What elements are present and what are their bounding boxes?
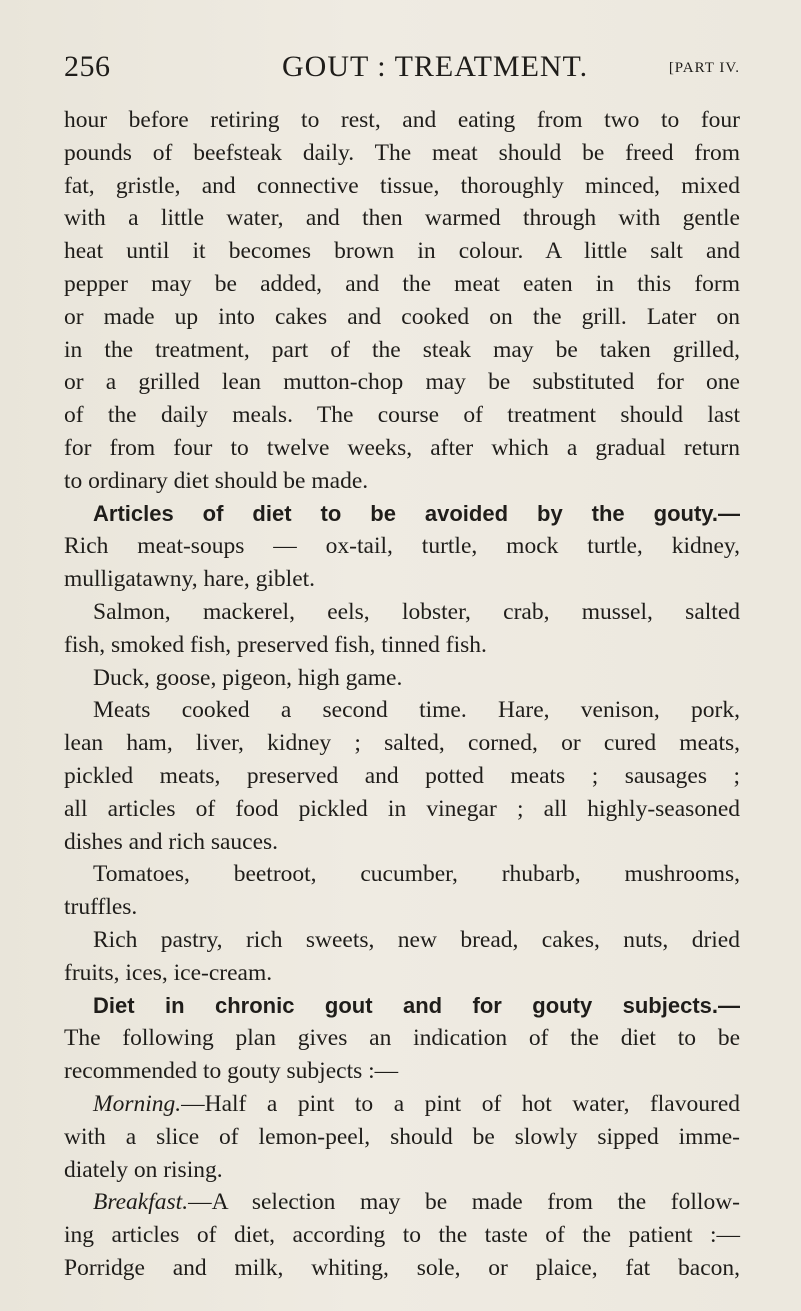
part-label: [PART IV.	[668, 60, 740, 76]
morning-text: —Half a pint to a pint of hot water, flavoured	[181, 1090, 740, 1117]
text-line: in the treatment, part of the steak may be taken grilled,	[64, 336, 740, 363]
text-line: heat until it becomes brown in colour. A little salt and	[64, 238, 740, 265]
text-line: pepper may be added, and the meat eaten in this form	[64, 270, 740, 297]
text-line: or a grilled lean mutton-chop may be substituted for one	[64, 369, 740, 396]
text-line: The following plan gives an indication of the diet to be	[64, 1025, 740, 1052]
text-line: diately on rising.	[64, 1156, 223, 1183]
text-line: recommended to gouty subjects :—	[64, 1058, 399, 1085]
text-line: all articles of food pickled in vinegar ; all highly-seasoned	[64, 795, 740, 822]
text-line: Salmon, mackerel, eels, lobster, crab, mussel, salted	[93, 598, 740, 625]
text-line: truffles.	[64, 894, 138, 921]
section-heading-avoided	[64, 498, 740, 531]
text-line: to ordinary diet should be made.	[64, 467, 369, 494]
breakfast-label: Breakfast.	[93, 1189, 189, 1216]
text-line: pounds of beefsteak daily. The meat should be freed from	[64, 139, 740, 166]
text-line: of the daily meals. The course of treatment should last	[64, 402, 740, 429]
morning-label: Morning.	[93, 1090, 182, 1117]
text-line: pickled meats, preserved and potted meats ; sausages ;	[64, 762, 740, 789]
text-line: dishes and rich sauces.	[64, 828, 279, 855]
text-line: Rich meat-soups — ox-tail, turtle, mock turtle, kidney,	[64, 533, 740, 560]
text-line: mulligatawny, hare, giblet.	[64, 566, 316, 593]
text-line: fat, gristle, and connective tissue, thoroughly minced, mixed	[64, 172, 740, 199]
body-text	[64, 104, 740, 1285]
breakfast-text: —A selection may be made from the follow-	[188, 1189, 740, 1216]
running-title: GOUT : TREATMENT.	[282, 50, 589, 83]
text-line: fish, smoked fish, preserved fish, tinned fish.	[64, 631, 487, 658]
text-line: fruits, ices, ice-cream.	[64, 959, 273, 986]
text-line: with a slice of lemon-peel, should be slowly sipped imme-	[64, 1123, 740, 1150]
text-line	[64, 1186, 740, 1219]
heading-text: Diet in chronic gout and for gouty subjects.—	[93, 992, 740, 1018]
running-header	[64, 50, 740, 90]
text-line: ing articles of diet, according to the taste of the patient :—	[64, 1222, 740, 1249]
text-line: hour before retiring to rest, and eating from two to four	[64, 107, 740, 133]
text-line: Tomatoes, beetroot, cucumber, rhubarb, mushrooms,	[93, 861, 740, 888]
text-line: Porridge and milk, whiting, sole, or plaice, fat bacon,	[64, 1254, 740, 1281]
text-line: Rich pastry, rich sweets, new bread, cakes, nuts, dried	[93, 926, 740, 953]
section-heading-chronic	[64, 990, 740, 1023]
text-line: with a little water, and then warmed through with gentle	[64, 205, 740, 232]
text-line: lean ham, liver, kidney ; salted, corned, or cured meats,	[64, 730, 740, 757]
heading-text: Articles of diet to be avoided by the gouty.—	[93, 500, 740, 526]
text-line: Duck, goose, pigeon, high game.	[93, 664, 403, 691]
text-line: Meats cooked a second time. Hare, venison, pork,	[93, 697, 740, 724]
page-number: 256	[64, 50, 111, 83]
text-line: or made up into cakes and cooked on the grill. Later on	[64, 303, 740, 330]
text-line: for from four to twelve weeks, after which a gradual return	[64, 434, 740, 461]
text-line	[64, 1088, 740, 1121]
